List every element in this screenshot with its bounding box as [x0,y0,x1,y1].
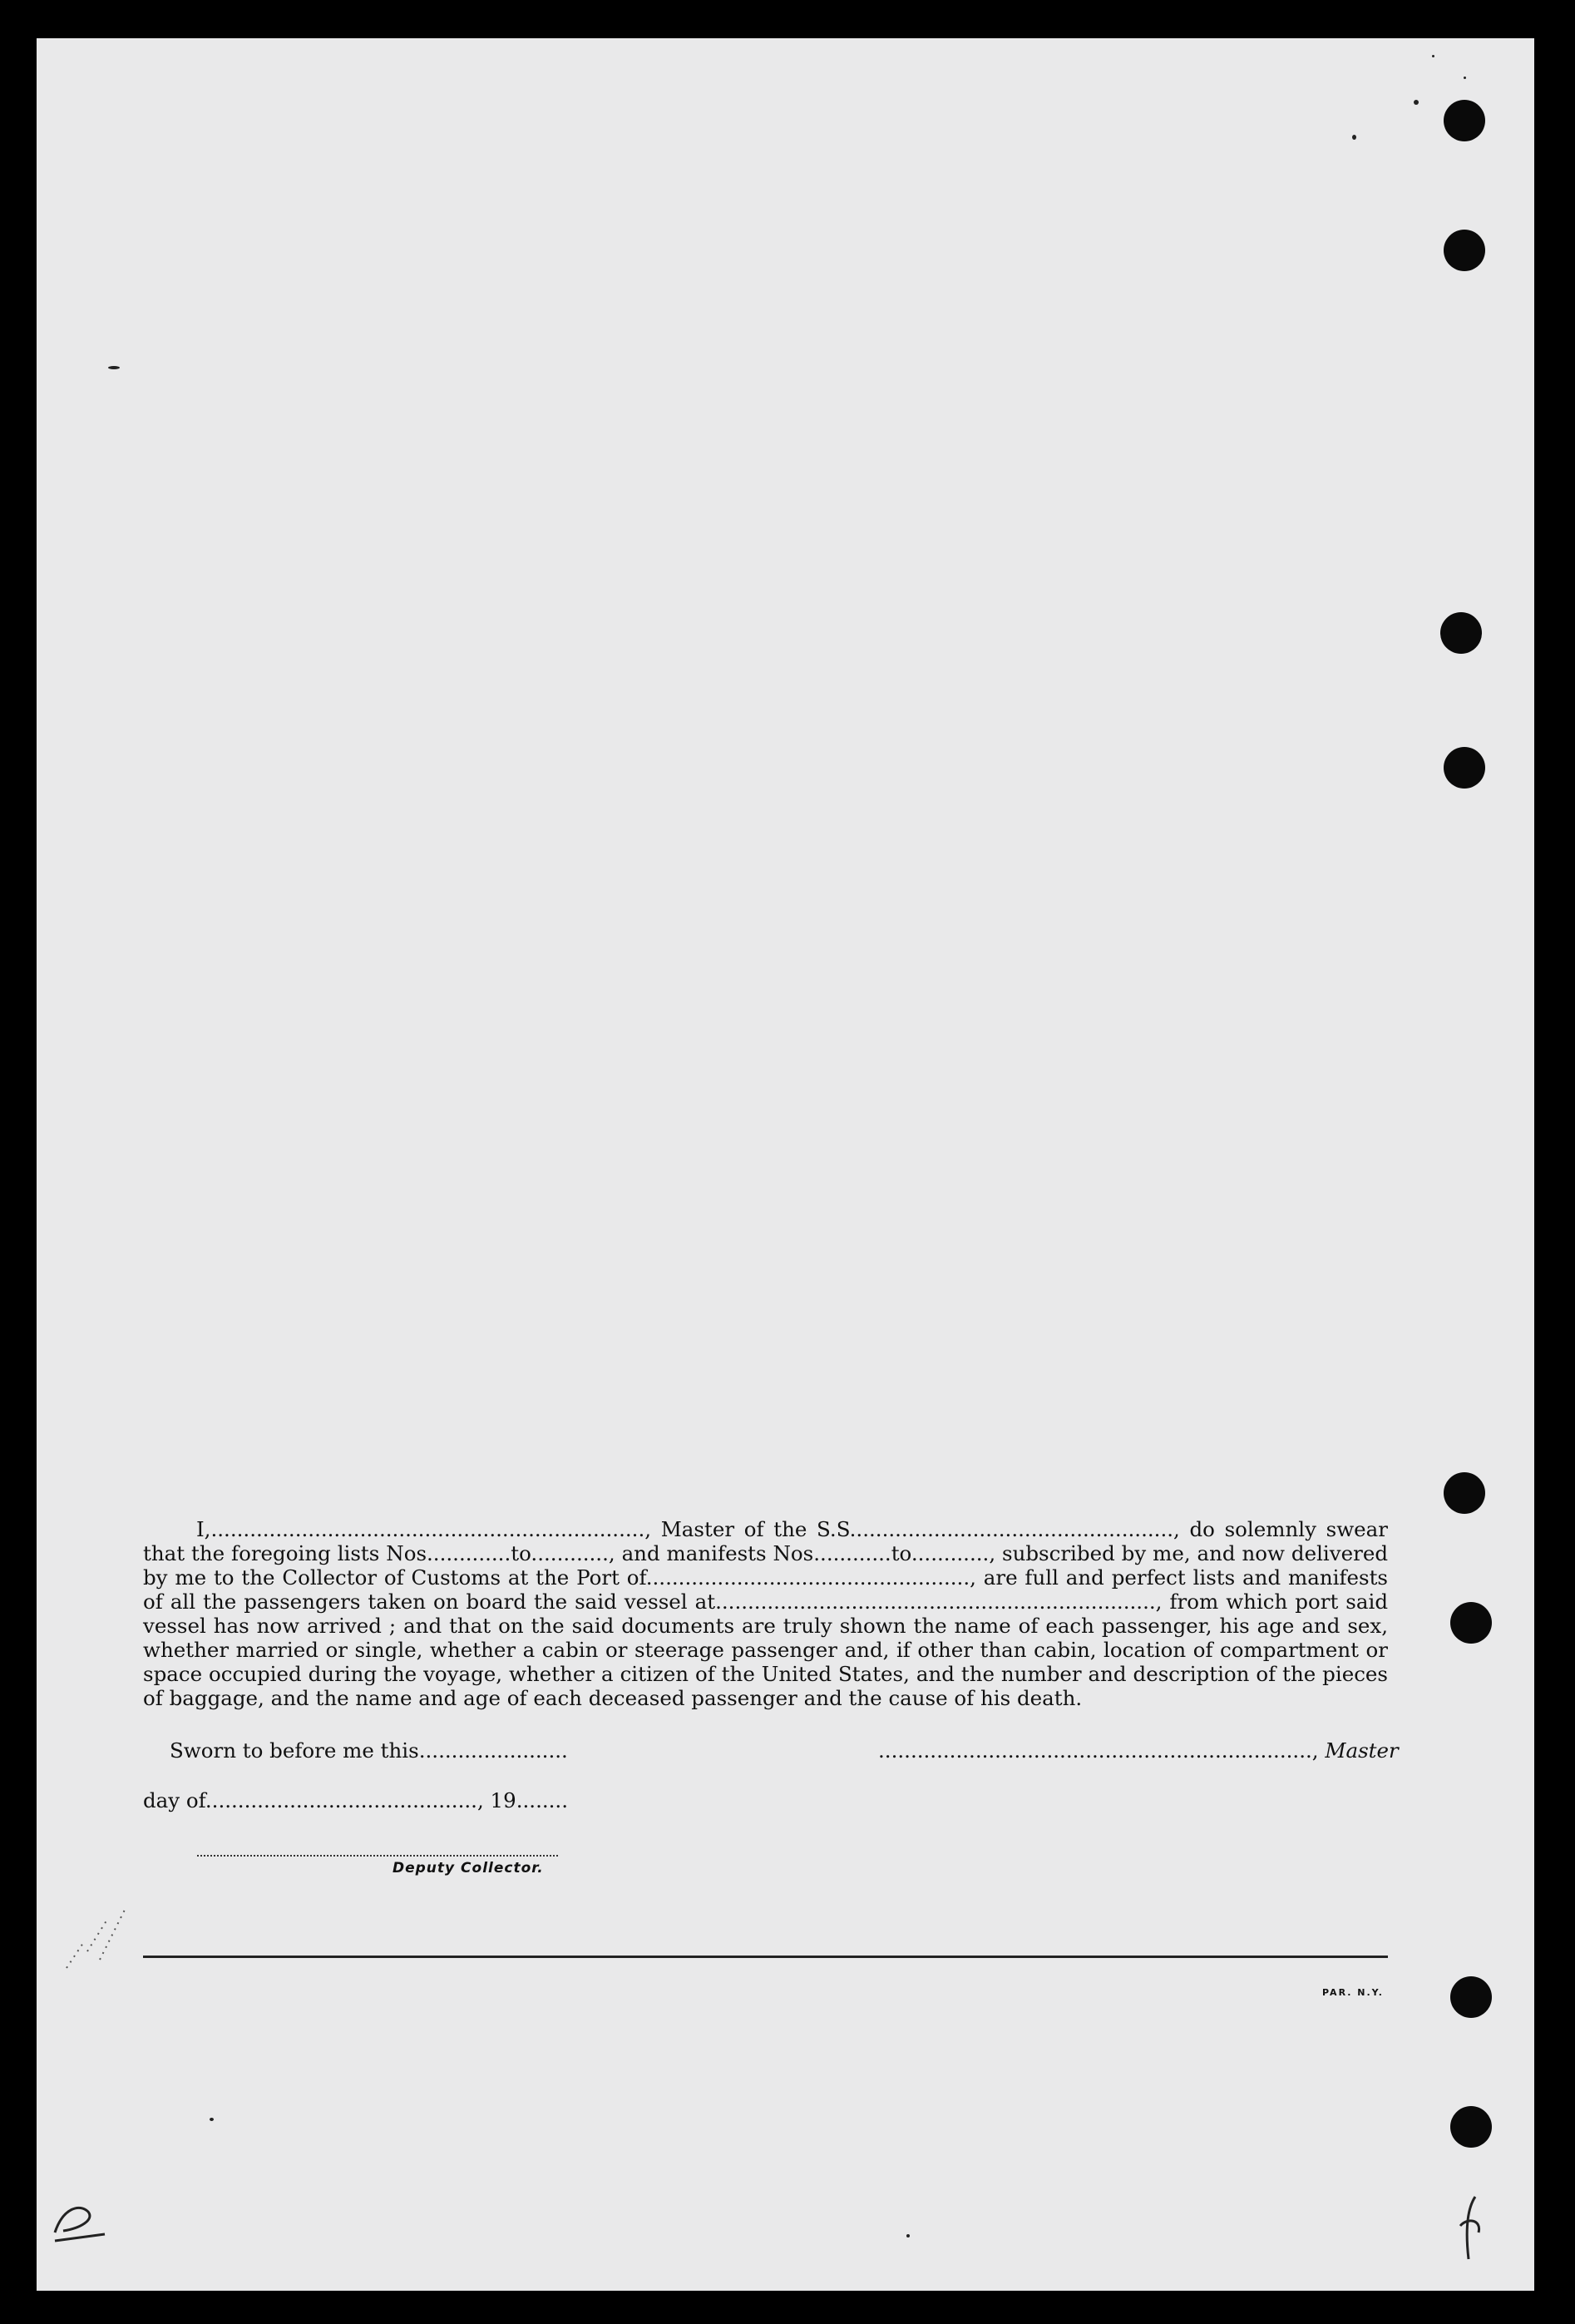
oath-paragraph: I,..................................................................., Master of the S.S.................................................., do solemnly swear that the foregoing lists Nos.............to............, and manifests Nos............to............, subscribed by me, and now delivered by me to the Collector of Customs at the Port of.................................................., are full and perfect lists and manifests of all the passengers taken on board the said vessel at...................................................................., from which port said vessel has now arrived ; and that on the said documents are truly shown the name of each passenger, his age and sex, whether married or single, whether a cabin or steerage passenger and, if other than cabin, location of compartment or space occupied during the voyage, whether a citizen of the United States, and the number and description of the pieces of baggage, and the name and age of each deceased passenger and the cause of his death. [143,1517,1388,1710]
master-label: Master [1325,1738,1399,1763]
scan-speck [1464,77,1466,79]
scan-speck [1414,100,1419,105]
handwritten-mark-right [1450,2193,1492,2267]
printer-imprint: PAR. N.Y. [1322,1987,1384,1998]
sworn-date-line [170,1738,568,1763]
binder-hole [1444,1472,1485,1514]
binder-hole [1450,2106,1492,2148]
scan-speck [1352,135,1356,140]
binder-hole [1440,612,1482,654]
handwritten-mark-margin [50,1885,141,1985]
binder-hole [1450,1976,1492,2018]
deputy-caption: Deputy Collector. [393,1860,544,1877]
scan-speck [210,2118,214,2121]
binder-hole [1444,230,1485,271]
day-line [143,1788,568,1812]
day-text: day of.........................................., 19........ [143,1788,569,1812]
scan-speck [906,2234,910,2237]
scan-speck [108,366,120,369]
document-page [37,38,1534,2291]
scan-speck [1432,55,1434,57]
handwritten-mark-left [47,2199,113,2249]
master-signature-line [878,1738,1399,1763]
binder-hole [1444,100,1485,141]
deputy-signature-rule [197,1855,558,1857]
sworn-text: Sworn to before me this....................... [170,1738,568,1763]
master-dots: ..................................................................., [878,1738,1326,1763]
bottom-rule [143,1956,1388,1958]
binder-hole [1450,1602,1492,1644]
binder-hole [1444,747,1485,789]
oath-text-block [143,1517,1388,1710]
